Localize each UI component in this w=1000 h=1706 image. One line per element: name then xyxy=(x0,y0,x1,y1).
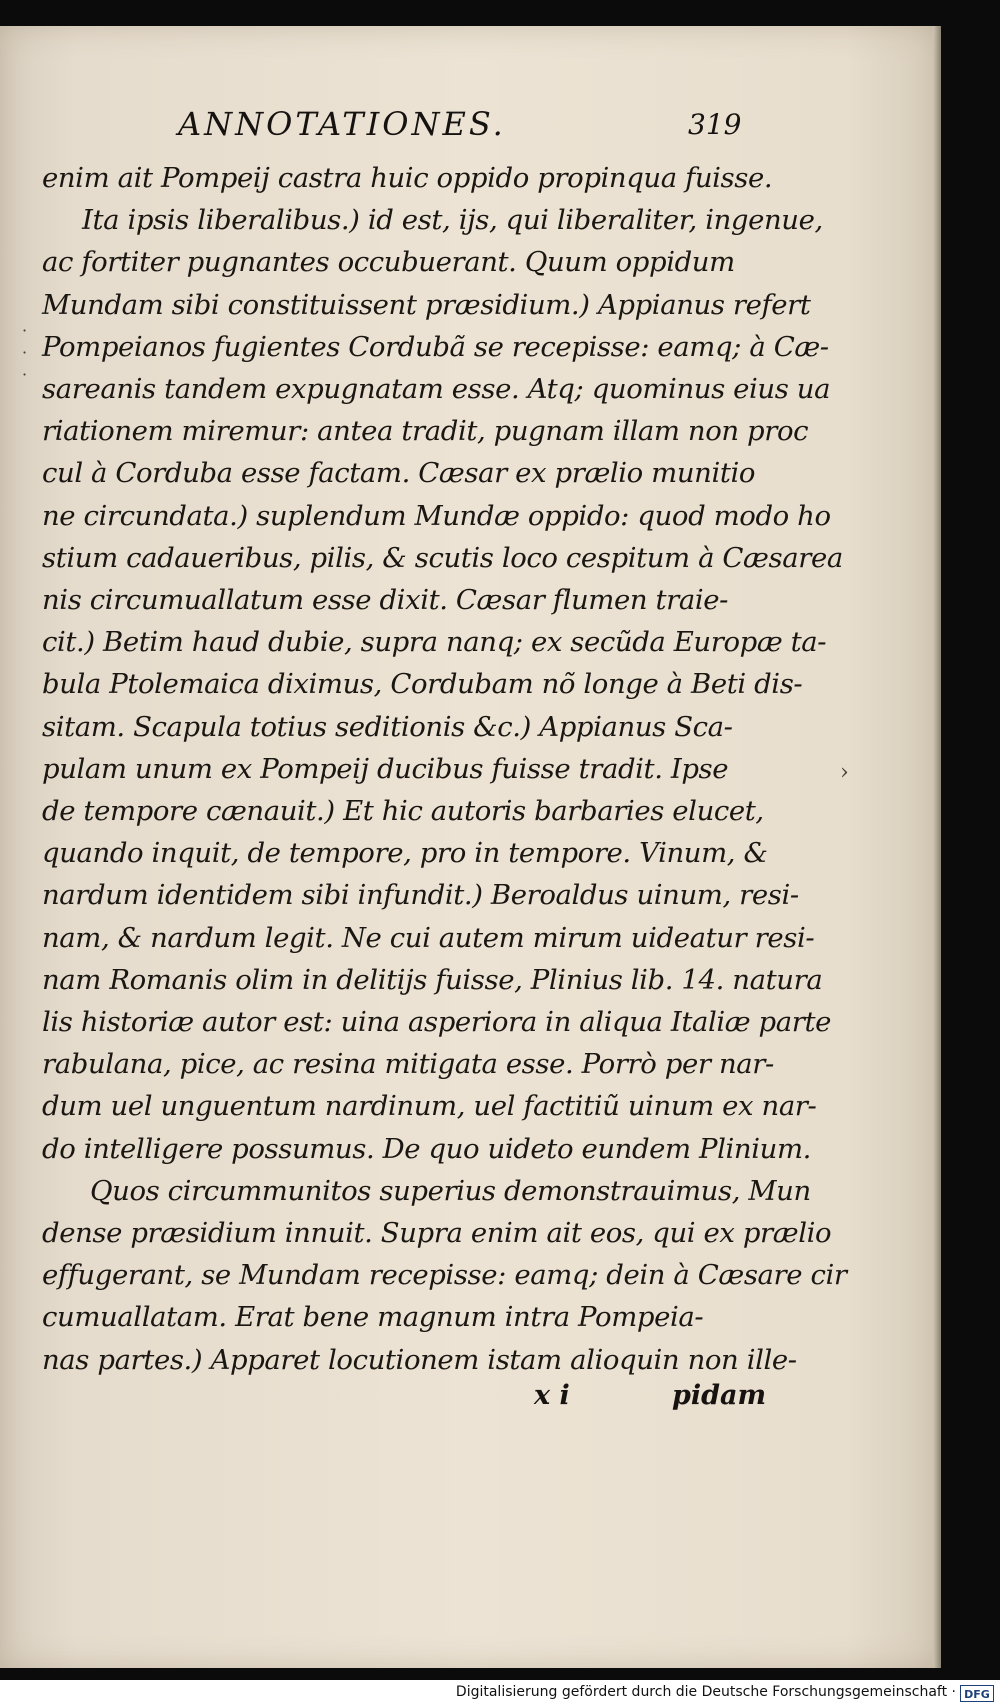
text-line: effugerant, se Mundam recepisse: eamq; dein à Cæsare cir xyxy=(42,1259,847,1292)
text-line: rabulana, pice, ac resina mitigata esse. Porrò per nar- xyxy=(42,1048,774,1081)
text-line: nas partes.) Apparet locutionem istam alioquin non ille- xyxy=(42,1343,797,1376)
text-line: riationem miremur: antea tradit, pugnam illam non proc xyxy=(42,415,809,448)
text-line: pulam unum ex Pompeij ducibus fuisse tradit. Ipse xyxy=(42,752,729,785)
text-line: cumuallatam. Erat bene magnum intra Pompeia- xyxy=(42,1301,704,1334)
page-number: 319 xyxy=(688,108,742,141)
text-line: cul à Corduba esse factam. Cæsar ex prælio munitio xyxy=(42,457,756,490)
margin-mark: › xyxy=(840,760,849,785)
text-line: sareanis tandem expugnatam esse. Atq; quominus eius ua xyxy=(42,373,831,406)
text-line: nardum identidem sibi infundit.) Beroaldus uinum, resi- xyxy=(42,879,799,912)
text-line: stium cadaueribus, pilis, & scutis loco cespitum à Cæsarea xyxy=(42,541,843,574)
text-line: nam Romanis olim in delitijs fuisse, Plinius lib. 14. natura xyxy=(42,963,823,996)
text-line: nam, & nardum legit. Ne cui autem mirum uideatur resi- xyxy=(42,921,815,954)
text-line: Mundam sibi constituissent præsidium.) Appianus refert xyxy=(42,288,811,321)
text-line: lis historiæ autor est: uina asperiora in aliqua Italiæ parte xyxy=(42,1006,832,1039)
text-line: enim ait Pompeij castra huic oppido propinqua fuisse. xyxy=(42,162,773,194)
text-line: Quos circummunitos superius demonstrauimus, Mun xyxy=(90,1174,811,1207)
text-line: Ita ipsis liberalibus.) id est, ijs, qui liberaliter, ingenue, xyxy=(82,204,823,237)
text-line: ac fortiter pugnantes occubuerant. Quum oppidum xyxy=(42,246,735,279)
signature-mark: x i xyxy=(534,1380,570,1411)
catchword: pidam xyxy=(672,1380,767,1411)
text-line: Pompeianos fugientes Cordubã se recepisse: eamq; à Cæ- xyxy=(42,330,829,363)
page-edge xyxy=(933,26,941,1668)
margin-specks: · · · xyxy=(22,321,28,384)
text-line: bula Ptolemaica diximus, Cordubam nõ longe à Beti dis- xyxy=(42,668,803,701)
text-line: quando inquit, de tempore, pro in tempore. Vinum, & xyxy=(42,837,768,870)
text-line: dense præsidium innuit. Supra enim ait eos, qui ex prælio xyxy=(42,1217,832,1250)
running-head: ANNOTATIONES. xyxy=(178,105,506,143)
funding-credit: Digitalisierung gefördert durch die Deutsche Forschungsgemeinschaft · xyxy=(455,1684,956,1700)
text-line: cit.) Betim haud dubie, supra nanq; ex secũda Europæ ta- xyxy=(42,626,827,659)
text-line: nis circumuallatum esse dixit. Cæsar flumen traie- xyxy=(42,584,729,617)
text-line: sitam. Scapula totius seditionis &c.) Appianus Sca- xyxy=(42,710,733,743)
body-text xyxy=(42,157,847,1381)
dfg-logo: DFG xyxy=(960,1685,994,1702)
text-line: ne circundata.) suplendum Mundæ oppido: quod modo ho xyxy=(42,499,831,532)
text-line: de tempore cænauit.) Et hic autoris barbaries elucet, xyxy=(42,795,764,828)
text-line: dum uel unguentum nardinum, uel factitiũ uinum ex nar- xyxy=(42,1090,817,1123)
text-line: do intelligere possumus. De quo uideto eundem Plinium. xyxy=(42,1132,811,1165)
